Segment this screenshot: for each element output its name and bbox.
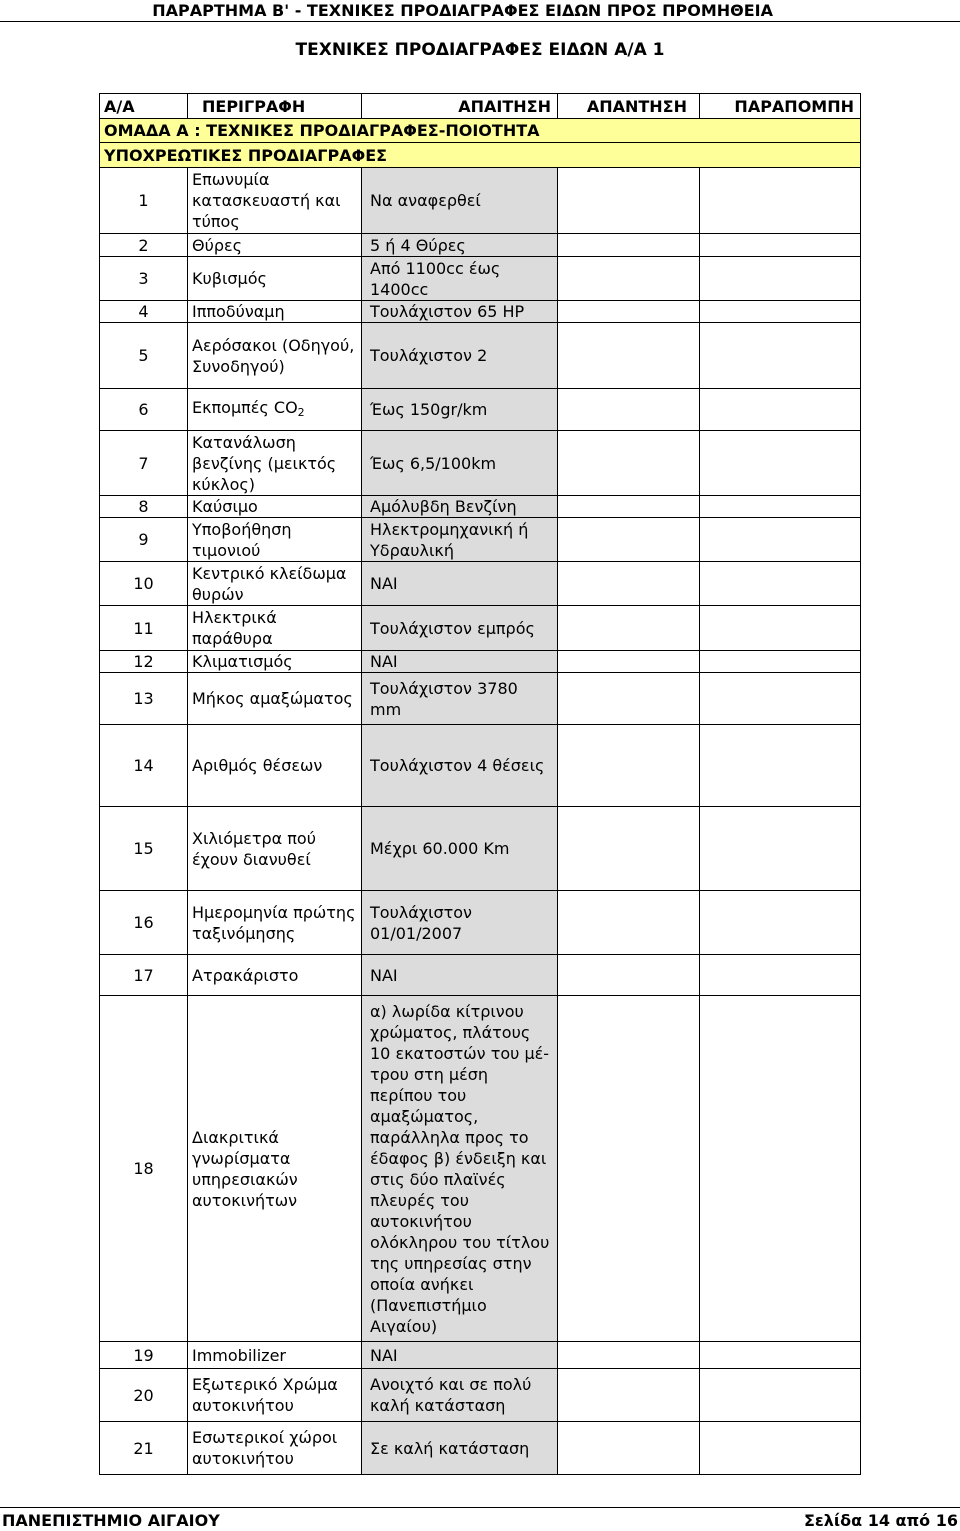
table-header-row bbox=[100, 94, 861, 119]
row-description bbox=[188, 518, 362, 562]
row-description-text: Αριθμός θέσεων bbox=[192, 756, 323, 775]
row-description bbox=[188, 323, 362, 389]
row-requirement: ΝΑΙ bbox=[362, 651, 558, 673]
row-description-text: Θύρες bbox=[192, 235, 243, 255]
row-response[interactable] bbox=[558, 1369, 700, 1422]
row-reference[interactable] bbox=[700, 1422, 861, 1475]
row-requirement: ΝΑΙ bbox=[362, 562, 558, 606]
row-number: 9 bbox=[100, 518, 188, 562]
row-requirement: Τουλάχιστον 01/01/2007 bbox=[362, 891, 558, 955]
row-response[interactable] bbox=[558, 725, 700, 807]
row-response[interactable] bbox=[558, 673, 700, 725]
row-description-text: Κλιματισμός bbox=[192, 652, 293, 671]
row-requirement: Τουλάχιστον 65 HP bbox=[362, 301, 558, 323]
row-number: 3 bbox=[100, 257, 188, 301]
row-description-text: Εσωτερικοί χώροι αυτοκινήτου bbox=[192, 1428, 338, 1468]
row-description bbox=[188, 562, 362, 606]
table-row bbox=[100, 651, 861, 673]
table-row bbox=[100, 301, 861, 323]
table-row bbox=[100, 1342, 861, 1369]
row-response[interactable] bbox=[558, 301, 700, 323]
col-header-description: ΠΕΡΙΓΡΑΦΗ bbox=[188, 94, 362, 119]
row-description bbox=[188, 257, 362, 301]
row-description-text: Immobilizer bbox=[192, 1345, 286, 1365]
row-description-text: Διακριτικά γνωρίσματα υπηρεσιακών αυτοκινήτων bbox=[192, 1127, 298, 1210]
table-row bbox=[100, 1422, 861, 1475]
row-description bbox=[188, 168, 362, 234]
row-reference[interactable] bbox=[700, 996, 861, 1342]
row-response[interactable] bbox=[558, 955, 700, 996]
table-row bbox=[100, 725, 861, 807]
row-description bbox=[188, 1342, 362, 1369]
row-reference[interactable] bbox=[700, 323, 861, 389]
group-row bbox=[100, 119, 861, 143]
row-number: 4 bbox=[100, 301, 188, 323]
row-number: 18 bbox=[100, 996, 188, 1342]
row-description-text: Ιπποδύναμη bbox=[192, 302, 285, 321]
row-number: 13 bbox=[100, 673, 188, 725]
row-response[interactable] bbox=[558, 431, 700, 496]
row-requirement: Μέχρι 60.000 Km bbox=[362, 807, 558, 891]
table-row bbox=[100, 234, 861, 257]
table-row bbox=[100, 673, 861, 725]
row-description-text: Κατανάλωση βενζίνης (μεικτός κύκλος) bbox=[192, 432, 337, 494]
row-number: 2 bbox=[100, 234, 188, 257]
table-row bbox=[100, 891, 861, 955]
row-number: 15 bbox=[100, 807, 188, 891]
row-requirement: Σε καλή κατάσταση bbox=[362, 1422, 558, 1475]
col-header-response: ΑΠΑΝΤΗΣΗ bbox=[558, 94, 700, 119]
row-description-text: Χιλιόμετρα πού έχουν διανυθεί bbox=[192, 828, 316, 869]
table-row bbox=[100, 257, 861, 301]
row-description-text: Υποβοήθηση τιμονιού bbox=[192, 519, 292, 560]
row-description bbox=[188, 1422, 362, 1475]
table-row bbox=[100, 996, 861, 1342]
row-description-text: Κεντρικό κλείδωμα θυρών bbox=[192, 563, 347, 604]
row-response[interactable] bbox=[558, 1342, 700, 1369]
row-reference[interactable] bbox=[700, 725, 861, 807]
row-requirement: Τουλάχιστον εμπρός bbox=[362, 606, 558, 651]
subgroup-row bbox=[100, 143, 861, 168]
row-number: 17 bbox=[100, 955, 188, 996]
row-requirement: Τουλάχιστον 3780 mm bbox=[362, 673, 558, 725]
row-reference[interactable] bbox=[700, 651, 861, 673]
spec-table bbox=[99, 93, 861, 1475]
row-response[interactable] bbox=[558, 562, 700, 606]
table-row bbox=[100, 518, 861, 562]
row-number: 12 bbox=[100, 651, 188, 673]
row-reference[interactable] bbox=[700, 389, 861, 431]
row-number: 1 bbox=[100, 168, 188, 234]
page-footer bbox=[0, 1507, 960, 1531]
row-response[interactable] bbox=[558, 891, 700, 955]
page-header bbox=[0, 0, 960, 22]
footer-page-number: Σελίδα 14 από 16 bbox=[803, 1511, 958, 1530]
row-reference[interactable] bbox=[700, 562, 861, 606]
row-description-text: Κυβισμός bbox=[192, 269, 267, 288]
row-description-text: Ημερομηνία πρώτης ταξινόμησης bbox=[192, 902, 356, 943]
row-description-text: Μήκος αμαξώματος bbox=[192, 689, 353, 708]
row-requirement: Από 1100cc έως 1400cc bbox=[362, 257, 558, 301]
row-reference[interactable] bbox=[700, 1342, 861, 1369]
document-title: ΤΕΧΝΙΚΕΣ ΠΡΟΔΙΑΓΡΑΦΕΣ ΕΙΔΩΝ Α/Α 1 bbox=[295, 40, 665, 60]
table-row bbox=[100, 431, 861, 496]
row-description-text: Επωνυμία κατασκευαστή και τύπος bbox=[192, 170, 341, 231]
row-description bbox=[188, 996, 362, 1342]
subgroup-label: ΥΠΟΧΡΕΩΤΙΚΕΣ ΠΡΟΔΙΑΓΡΑΦΕΣ bbox=[100, 143, 861, 168]
table-row bbox=[100, 955, 861, 996]
row-requirement: ΝΑΙ bbox=[362, 1342, 558, 1369]
row-reference[interactable] bbox=[700, 431, 861, 496]
row-response[interactable] bbox=[558, 323, 700, 389]
row-description bbox=[188, 234, 362, 257]
row-number: 19 bbox=[100, 1342, 188, 1369]
spec-table-body bbox=[100, 94, 861, 1475]
row-number: 14 bbox=[100, 725, 188, 807]
table-row bbox=[100, 323, 861, 389]
row-description bbox=[188, 891, 362, 955]
footer-university: ΠΑΝΕΠΙΣΤΗΜΙΟ ΑΙΓΑΙΟΥ bbox=[2, 1511, 220, 1530]
row-response[interactable] bbox=[558, 496, 700, 518]
row-requirement: Τουλάχιστον 2 bbox=[362, 323, 558, 389]
table-row bbox=[100, 1369, 861, 1422]
row-description bbox=[188, 301, 362, 323]
row-response[interactable] bbox=[558, 168, 700, 234]
row-number: 7 bbox=[100, 431, 188, 496]
row-response[interactable] bbox=[558, 1422, 700, 1475]
row-description bbox=[188, 651, 362, 673]
row-number: 6 bbox=[100, 389, 188, 431]
row-reference[interactable] bbox=[700, 673, 861, 725]
table-row bbox=[100, 606, 861, 651]
table-row bbox=[100, 389, 861, 431]
row-requirement: ΝΑΙ bbox=[362, 955, 558, 996]
row-number: 16 bbox=[100, 891, 188, 955]
row-reference[interactable] bbox=[700, 496, 861, 518]
row-reference[interactable] bbox=[700, 1369, 861, 1422]
row-description-subscript: 2 bbox=[297, 405, 305, 419]
row-number: 5 bbox=[100, 323, 188, 389]
row-response[interactable] bbox=[558, 606, 700, 651]
row-description bbox=[188, 725, 362, 807]
row-requirement: Ανοιχτό και σε πολύ καλή κατάσταση bbox=[362, 1369, 558, 1422]
row-response[interactable] bbox=[558, 996, 700, 1342]
row-description bbox=[188, 955, 362, 996]
row-description-text: Ηλεκτρικά παράθυρα bbox=[192, 608, 277, 648]
row-requirement: 5 ή 4 Θύρες bbox=[362, 234, 558, 257]
row-requirement: Ηλεκτρομηχανική ή Υδραυλική bbox=[362, 518, 558, 562]
table-row bbox=[100, 807, 861, 891]
row-reference[interactable] bbox=[700, 891, 861, 955]
table-row bbox=[100, 168, 861, 234]
col-header-requirement: ΑΠΑΙΤΗΣΗ bbox=[362, 94, 558, 119]
row-description bbox=[188, 673, 362, 725]
row-requirement: Έως 150gr/km bbox=[362, 389, 558, 431]
row-reference[interactable] bbox=[700, 807, 861, 891]
row-number: 20 bbox=[100, 1369, 188, 1422]
row-description bbox=[188, 606, 362, 651]
row-reference[interactable] bbox=[700, 234, 861, 257]
row-reference[interactable] bbox=[700, 606, 861, 651]
row-description bbox=[188, 1369, 362, 1422]
row-requirement: Αμόλυβδη Βενζίνη bbox=[362, 496, 558, 518]
row-description-text: Αερόσακοι (Οδηγού, Συνοδηγού) bbox=[192, 335, 355, 376]
row-description-text: Εκπομπές CO bbox=[192, 397, 298, 417]
row-reference[interactable] bbox=[700, 955, 861, 996]
col-header-reference: ΠΑΡΑΠΟΜΠΗ bbox=[700, 94, 861, 119]
row-description-text: Εξωτερικό Χρώμα αυτοκινήτου bbox=[192, 1375, 338, 1415]
row-description bbox=[188, 807, 362, 891]
row-number: 8 bbox=[100, 496, 188, 518]
row-description-text: Καύσιμο bbox=[192, 497, 258, 516]
row-number: 10 bbox=[100, 562, 188, 606]
group-label: ΟΜΑΔΑ Α : ΤΕΧΝΙΚΕΣ ΠΡΟΔΙΑΓΡΑΦΕΣ-ΠΟΙΟΤΗΤΑ bbox=[100, 119, 861, 143]
row-description bbox=[188, 496, 362, 518]
row-number: 21 bbox=[100, 1422, 188, 1475]
table-row bbox=[100, 496, 861, 518]
row-response[interactable] bbox=[558, 389, 700, 431]
row-requirement: α) λωρίδα κίτρινου χρώματος, πλάτους 10 εκατοστών του μέ-τρου στη μέση περίπου του αμαξώματος, παράλληλα προς το έδαφος β) ένδειξη και στις δύο πλαϊνές πλευρές του αυτοκινήτου ολόκληρου του τίτλου της υπηρεσίας στην οποία ανήκει (Πανεπιστήμιο Αιγαίου) bbox=[362, 996, 558, 1342]
row-number: 11 bbox=[100, 606, 188, 651]
row-description bbox=[188, 389, 362, 431]
row-reference[interactable] bbox=[700, 518, 861, 562]
row-description bbox=[188, 431, 362, 496]
row-response[interactable] bbox=[558, 234, 700, 257]
row-requirement: Να αναφερθεί bbox=[362, 168, 558, 234]
col-header-aa: Α/Α bbox=[100, 94, 188, 119]
row-requirement: Τουλάχιστον 4 θέσεις bbox=[362, 725, 558, 807]
page-header-text: ΠΑΡΑΡΤΗΜΑ Β' - ΤΕΧΝΙΚΕΣ ΠΡΟΔΙΑΓΡΑΦΕΣ ΕΙΔΩΝ ΠΡΟΣ ΠΡΟΜΗΘΕΙΑ bbox=[152, 1, 773, 20]
row-requirement: Έως 6,5/100km bbox=[362, 431, 558, 496]
row-response[interactable] bbox=[558, 651, 700, 673]
table-row bbox=[100, 562, 861, 606]
row-reference[interactable] bbox=[700, 168, 861, 234]
row-response[interactable] bbox=[558, 257, 700, 301]
row-response[interactable] bbox=[558, 518, 700, 562]
row-response[interactable] bbox=[558, 807, 700, 891]
row-description-text: Ατρακάριστο bbox=[192, 965, 299, 985]
row-reference[interactable] bbox=[700, 301, 861, 323]
row-reference[interactable] bbox=[700, 257, 861, 301]
